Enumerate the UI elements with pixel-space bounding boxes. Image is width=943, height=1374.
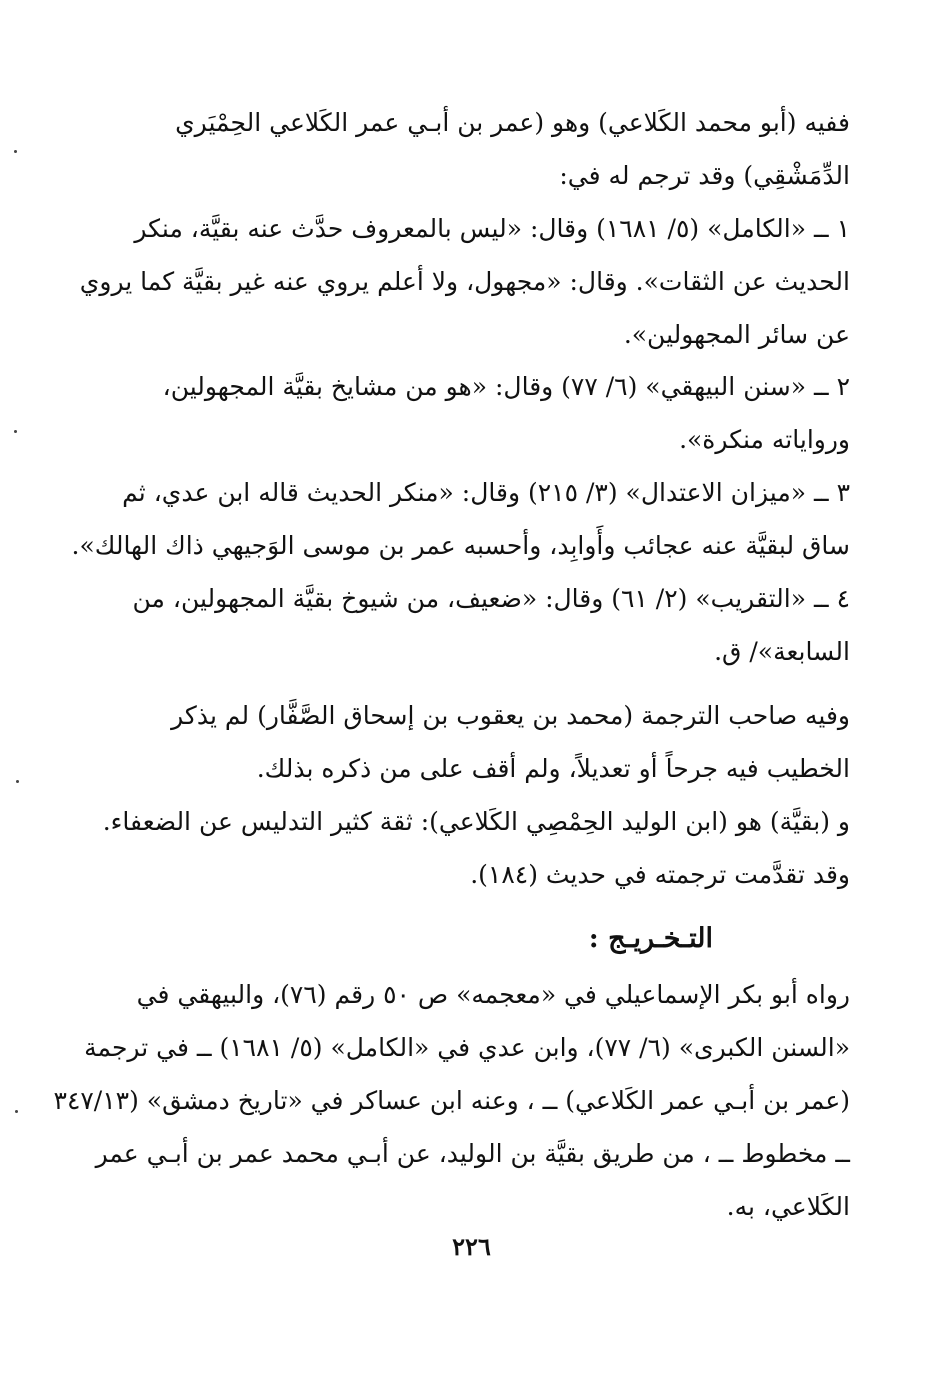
paragraph-narrator-abu-muhammad bbox=[95, 96, 850, 202]
paragraph-source-bayhaqi bbox=[95, 360, 850, 466]
text-line: «السنن الكبرى» (٦/ ٧٧)، وابن عدي في «الكامل» (٥/ ١٦٨١) ــ في ترجمة bbox=[84, 1033, 850, 1062]
text-line: و (بقيَّة) هو (ابن الوليد الحِمْصِي الكَلاعي): ثقة كثير التدليس عن الضعفاء. bbox=[102, 807, 850, 836]
paragraph-saffar bbox=[95, 689, 850, 795]
text-line: عن سائر المجهولين». bbox=[623, 320, 850, 349]
text-line: الحديث عن الثقات». وقال: «مجهول، ولا أعلم يروي عنه غير بقيَّة كما يروي bbox=[79, 267, 850, 296]
paragraph-source-mizan bbox=[71, 466, 850, 572]
text-line: الكَلاعي، به. bbox=[726, 1192, 850, 1221]
text-line: ورواياته منكرة». bbox=[679, 425, 850, 454]
text-line: ففيه (أبو محمد الكَلاعي) وهو (عمر بن أبـي عمر الكَلاعي الحِمْيَري bbox=[175, 108, 850, 137]
text-line: الخطيب فيه جرحاً أو تعديلاً، ولم أقف على من ذكره بذلك. bbox=[256, 754, 850, 783]
text-line: ساق لبقيَّة عنه عجائب وأَوابِد، وأحسبه عمر بن موسى الوَجيهي ذاك الهالك». bbox=[71, 531, 850, 560]
paragraph-source-taqrib bbox=[95, 572, 850, 678]
text-line: السابعة»/ ق. bbox=[714, 637, 850, 666]
section-heading: التـخـريـج : bbox=[588, 923, 713, 954]
text-line: ٤ ــ «التقريب» (٢/ ٦١) وقال: «ضعيف، من شيوخ بقيَّة المجهولين، من bbox=[132, 584, 850, 613]
scan-speck bbox=[14, 150, 17, 153]
text-line: (عمر بن أبـي عمر الكَلاعي) ــ ، وعنه ابن عساكر في «تاريخ دمشق» (٣٤٧/١٣ bbox=[53, 1086, 850, 1115]
scan-speck bbox=[16, 780, 19, 783]
text-line: ١ ــ «الكامل» (٥/ ١٦٨١) وقال: «ليس بالمعروف حدَّث عنه بقيَّة، منكر bbox=[134, 214, 850, 243]
text-line: وقد تقدَّمت ترجمته في حديث (١٨٤). bbox=[470, 860, 850, 889]
paragraph-takhrij bbox=[53, 968, 850, 1233]
paragraph-baqiyya bbox=[95, 795, 850, 901]
text-line: وفيه صاحب الترجمة (محمد بن يعقوب بن إسحاق الصَّفَّار) لم يذكر bbox=[171, 701, 850, 730]
paragraph-source-kamil bbox=[79, 202, 850, 361]
scan-speck bbox=[14, 430, 17, 433]
text-line: ــ مخطوط ــ ، من طريق بقيَّة بن الوليد، عن أبـي محمد عمر بن أبـي عمر bbox=[95, 1139, 850, 1168]
text-line: رواه أبو بكر الإسماعيلي في «معجمه» ص ٥٠ رقم (٧٦)، والبيهقي في bbox=[136, 980, 850, 1009]
scan-speck bbox=[15, 1110, 18, 1113]
text-line: ٢ ــ «سنن البيهقي» (٦/ ٧٧) وقال: «هو من مشايخ بقيَّة المجهولين، bbox=[162, 372, 850, 401]
page-number: ٢٢٦ bbox=[452, 1232, 491, 1261]
text-line: الدِّمَشْقِي) وقد ترجم له في: bbox=[559, 161, 850, 190]
text-line: ٣ ــ «ميزان الاعتدال» (٣/ ٢١٥) وقال: «منكر الحديث قاله ابن عدي، ثم bbox=[122, 478, 850, 507]
